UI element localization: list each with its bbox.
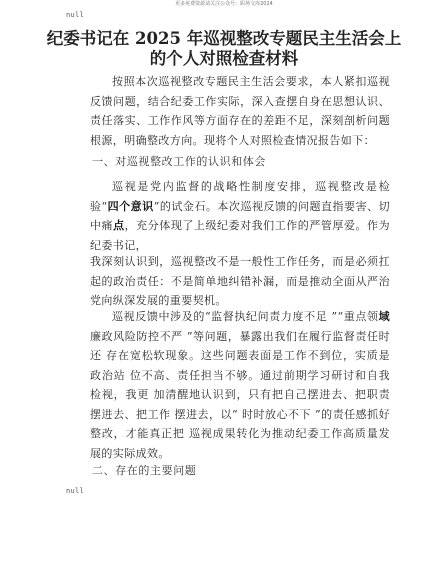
- intro-paragraph: 按照本次巡视整改专题民主生活会要求，本人紧扣巡视反馈问题，结合纪委工作实际，深入查摆自身在思想认识、责任落实、工作作风等方面存在的差距不足，深刻剖析问题根源，明确整改方向。现将个人对照检查情况报告如下：: [90, 75, 390, 147]
- document-title: [40, 29, 408, 69]
- paragraph-1-text-c: ，充分体现了上级纪委对我们工作的严管厚爱。作为纪委书记，: [90, 219, 390, 252]
- paragraph-3-text-b: 廉政风险防控不严 ”等问题，暴露出我们在履行监督责任时还 存在宽松软现象。这些问题表面是工作不到位，实质是政治站 位不高、责任担当不够。通过前期学习研讨和自我检视，我更 加清醒地认识到，只有把自己摆进去、把职责摆进去、把工作 摆进去，以“ 时时放心不下 ”的责任感抓好整改，才能真正把 巡视成果转化为推动纪委工作高质量发展的实际成效。: [90, 329, 390, 460]
- section-heading-2: 二、存在的主要问题: [92, 464, 197, 477]
- section-heading-1: 一、对巡视整改工作的认识和体会: [92, 155, 266, 168]
- paragraph-3-bold: 域: [378, 310, 390, 323]
- paragraph-1: [90, 177, 390, 255]
- paragraph-1-bold-a: 四个意识: [107, 199, 154, 213]
- watermark-text: 更多免费资源请关注公众号：职场文库2024: [175, 1, 273, 7]
- paragraph-2: 我深刻认识到，巡视整改不是一般性工作任务，而是必须扛起的政治责任：不是简单地纠错补漏，而是推动全面从严治党向纵深发展的重要契机。: [90, 255, 390, 307]
- header-null-mark: null: [66, 11, 85, 19]
- title-line-2: 的个人对照检查材料: [149, 49, 299, 68]
- title-line-1: 纪委书记在 2025 年巡视整改专题民主生活会上: [46, 29, 402, 48]
- paragraph-1-bold-b: 点: [113, 219, 125, 232]
- paragraph-3-text-a: 巡视反馈中涉及的“监督执纪问责力度不足 ”“重点领: [112, 310, 379, 323]
- paragraph-1-text-b: ”的试金石。本次巡视反馈的问题直指要害、切中痛: [90, 199, 390, 232]
- paragraph-3: [90, 307, 390, 463]
- footer-null-mark: null: [66, 487, 85, 495]
- paragraph-1-text-a: 巡视是党内监督的战略性制度安排，巡视整改是检验“: [90, 180, 390, 213]
